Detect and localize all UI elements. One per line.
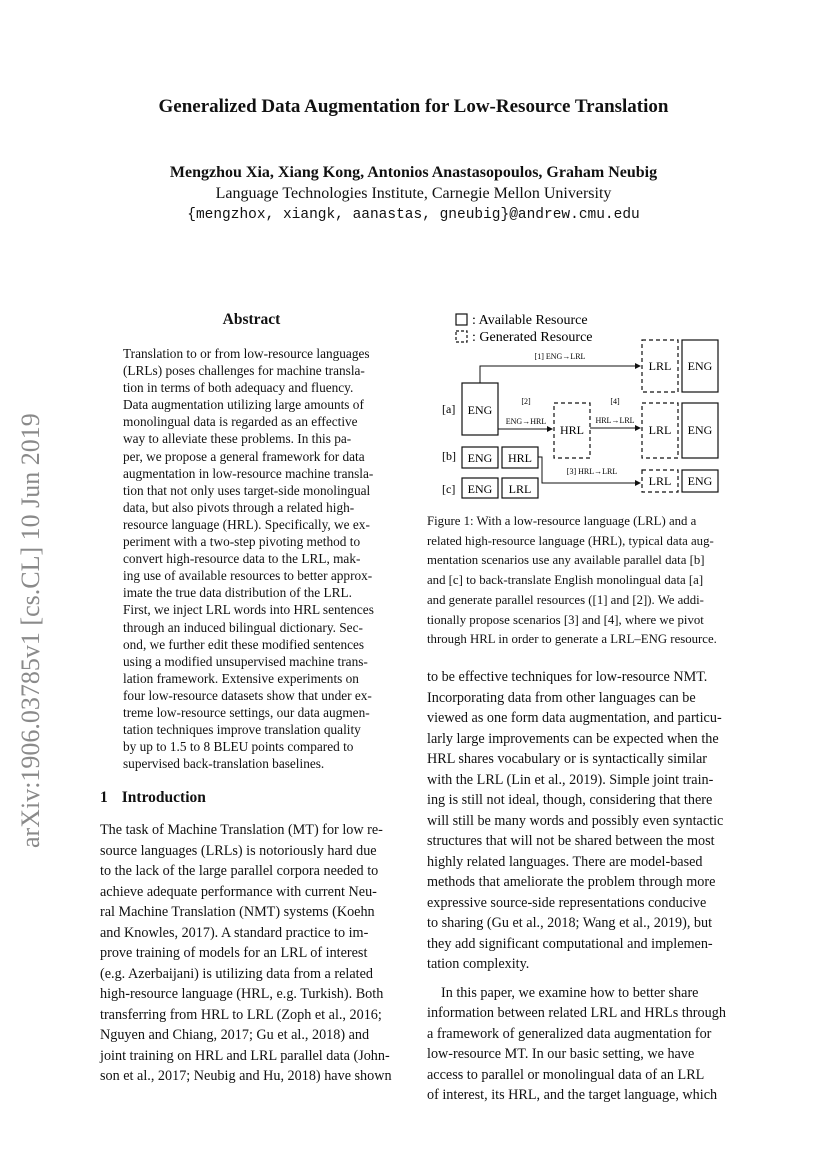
abstract-line: ing use of available resources to better approx-: [123, 568, 373, 584]
body-line: methods that ameliorate the problem through more: [427, 874, 716, 890]
arrow-3-label: [3] HRL→LRL: [566, 467, 618, 476]
body-line: tation complexity.: [427, 956, 530, 972]
arrow-4-label: [4]: [610, 397, 620, 406]
arxiv-stamp: arXiv:1906.03785v1 [cs.CL] 10 Jun 2019: [16, 413, 45, 848]
box-a-eng-label: ENG: [467, 403, 493, 417]
paragraph-continued: [427, 667, 731, 975]
body-line: information between related LRL and HRLs through: [427, 1005, 726, 1021]
box-4-eng-label: ENG: [687, 423, 713, 437]
abstract-line: imate the true data distribution of the LRL.: [123, 585, 352, 601]
caption-line: and [c] to back-translate English monolingual data [a]: [427, 573, 704, 588]
intro-line: and Knowles, 2017). A standard practice to im-: [100, 924, 369, 941]
right-column-body: [427, 667, 731, 1106]
section-heading-introduction: [100, 789, 220, 807]
intro-line: The task of Machine Translation (MT) for low re-: [100, 822, 383, 838]
box-3-lrl-label: LRL: [648, 474, 672, 488]
abstract-line: four low-resource datasets show that under ex-: [123, 687, 372, 703]
abstract-line: treme low-resource settings, our data augmen-: [123, 704, 370, 720]
abstract-line: First, we inject LRL words into HRL sentences: [123, 602, 374, 618]
legend-solid-box-icon: [456, 314, 467, 325]
box-c-lrl-label: LRL: [508, 482, 532, 496]
author-list: Mengzhou Xia, Xiang Kong, Antonios Anastasopoulos, Graham Neubig: [169, 164, 658, 181]
caption-line: through HRL in order to generate a LRL–ENG resource.: [427, 632, 717, 647]
abstract-line: Data augmentation utilizing large amounts of: [123, 397, 364, 413]
body-line: Incorporating data from other languages can be: [427, 689, 696, 706]
intro-line: prove training of models for an LRL of interest: [100, 945, 368, 961]
body-line: they add significant computational and implemen-: [427, 935, 713, 952]
body-line: of interest, its HRL, and the target language, which: [427, 1087, 718, 1103]
body-line: larly large improvements can be expected when the: [427, 730, 719, 747]
body-line: to be effective techniques for low-resource NMT.: [427, 669, 708, 685]
intro-line: son et al., 2017; Neubig and Hu, 2018) have shown: [100, 1068, 392, 1084]
abstract-heading: Abstract: [222, 311, 281, 328]
abstract-line: by up to 1.5 to 8 BLEU points compared to: [123, 739, 354, 755]
caption-line: and generate parallel resources ([1] and [2]). We addi-: [427, 592, 704, 607]
abstract-line: using a modified unsupervised machine trans-: [123, 653, 368, 669]
abstract-line: way to alleviate these problems. In this pa-: [123, 431, 352, 447]
body-line: access to parallel or monolingual data of an LRL: [427, 1066, 705, 1083]
arrow-4-sublabel: HRL→LRL: [595, 416, 635, 425]
intro-line: (e.g. Azerbaijani) is utilizing data from a related: [100, 965, 373, 982]
intro-line: to the lack of the large parallel corpora needed to: [100, 863, 379, 879]
legend-available-label: : Available Resource: [472, 313, 588, 328]
caption-line: mentation scenarios use any available parallel data [b]: [427, 553, 705, 568]
row-label-a: [a]: [442, 402, 456, 416]
body-line: highly related languages. There are model-based: [427, 853, 703, 870]
abstract-line: tation techniques improve translation quality: [123, 722, 361, 738]
abstract-line: Translation to or from low-resource languages: [123, 346, 370, 361]
introduction-body: [100, 820, 404, 1087]
abstract-line: data, but also pivots through a related high-: [123, 499, 355, 515]
affiliation: Language Technologies Institute, Carnegie Mellon University: [215, 185, 612, 202]
abstract-line: resource language (HRL). Specifically, we ex-: [123, 516, 370, 532]
arrow-2-label: [2]: [521, 397, 531, 406]
body-line: to sharing (Gu et al., 2018; Wang et al., 2019), but: [427, 915, 713, 931]
row-label-b: [b]: [442, 449, 456, 463]
row-label-c: [c]: [442, 482, 456, 496]
legend-generated-label: : Generated Resource: [472, 330, 593, 345]
body-line: viewed as one form data augmentation, and particu-: [427, 710, 722, 726]
abstract-line: periment with a two-step pivoting method to: [123, 534, 361, 550]
abstract-line: supervised back-translation baselines.: [123, 756, 325, 772]
box-3-eng-label: ENG: [687, 474, 713, 488]
box-1-eng-label: ENG: [687, 359, 713, 373]
paper-title: Generalized Data Augmentation for Low-Resource Translation: [158, 96, 669, 117]
abstract-line: through an induced bilingual dictionary. Sec-: [123, 619, 363, 635]
section-title: Introduction: [121, 789, 206, 806]
abstract-line: augmentation in low-resource machine transla-: [123, 465, 374, 481]
body-line: will still be many words and possibly even syntactic: [427, 812, 724, 829]
abstract-body: [123, 345, 380, 772]
caption-line: Figure 1: With a low-resource language (LRL) and a: [427, 514, 697, 528]
abstract-line: ond, we further edit these modified sentences: [123, 636, 365, 652]
box-4-lrl-label: LRL: [648, 423, 672, 437]
intro-line: achieve adequate performance with current Neu-: [100, 883, 377, 900]
body-line: ing is still not ideal, though, considering that there: [427, 792, 713, 808]
abstract-line: monolingual data is regarded as an effective: [123, 414, 358, 430]
arrow-1-label: [1] ENG→LRL: [534, 352, 586, 361]
arrow-1: [480, 366, 640, 383]
intro-line: Nguyen and Chiang, 2017; Gu et al., 2018) and: [100, 1027, 370, 1043]
legend-dashed-box-icon: [456, 331, 467, 342]
figure-1-diagram: [430, 308, 730, 508]
abstract-line: (LRLs) poses challenges for machine transla-: [123, 363, 365, 379]
body-line: HRL shares vocabulary or is syntactically similar: [427, 751, 707, 767]
intro-line: ral Machine Translation (NMT) systems (Koehn: [100, 904, 375, 920]
abstract-line: per, we propose a general framework for data: [123, 448, 365, 464]
box-c-eng-label: ENG: [467, 482, 493, 496]
abstract-line: tion in terms of both adequacy and fluency.: [123, 380, 354, 396]
body-line: low-resource MT. In our basic setting, we have: [427, 1046, 695, 1062]
body-line: expressive source-side representations conducive: [427, 894, 707, 911]
abstract-line: convert high-resource data to the LRL, mak-: [123, 551, 361, 567]
intro-line: joint training on HRL and LRL parallel data (John-: [100, 1047, 390, 1064]
box-b-hrl-label: HRL: [508, 451, 532, 465]
abstract-line: lation framework. Extensive experiments on: [123, 670, 359, 686]
abstract-line: tion that not only uses target-side monolingual: [123, 482, 371, 498]
body-line: In this paper, we examine how to better share: [441, 984, 699, 1001]
box-1-lrl-label: LRL: [648, 359, 672, 373]
arrow-2-sublabel: ENG→HRL: [505, 417, 547, 426]
box-b-eng-label: ENG: [467, 451, 493, 465]
box-2-hrl-label: HRL: [560, 423, 584, 437]
intro-line: transferring from HRL to LRL (Zoph et al., 2016;: [100, 1006, 382, 1023]
body-line: with the LRL (Lin et al., 2019). Simple joint train-: [427, 771, 714, 788]
author-emails: {mengzhox, xiangk, aanastas, gneubig}@andrew.cmu.edu: [187, 207, 640, 223]
section-number: 1: [100, 789, 108, 806]
paragraph-2: [427, 983, 731, 1106]
body-line: structures that will not be shared between the most: [427, 833, 715, 849]
caption-line: tionally propose scenarios [3] and [4], where we pivot: [427, 612, 704, 627]
intro-line: high-resource language (HRL, e.g. Turkish). Both: [100, 986, 384, 1002]
caption-line: related high-resource language (HRL), typical data aug-: [427, 533, 714, 548]
body-line: a framework of generalized data augmentation for: [427, 1025, 712, 1042]
intro-line: source languages (LRLs) is notoriously hard due: [100, 842, 377, 859]
figure-1-caption: [427, 512, 731, 650]
